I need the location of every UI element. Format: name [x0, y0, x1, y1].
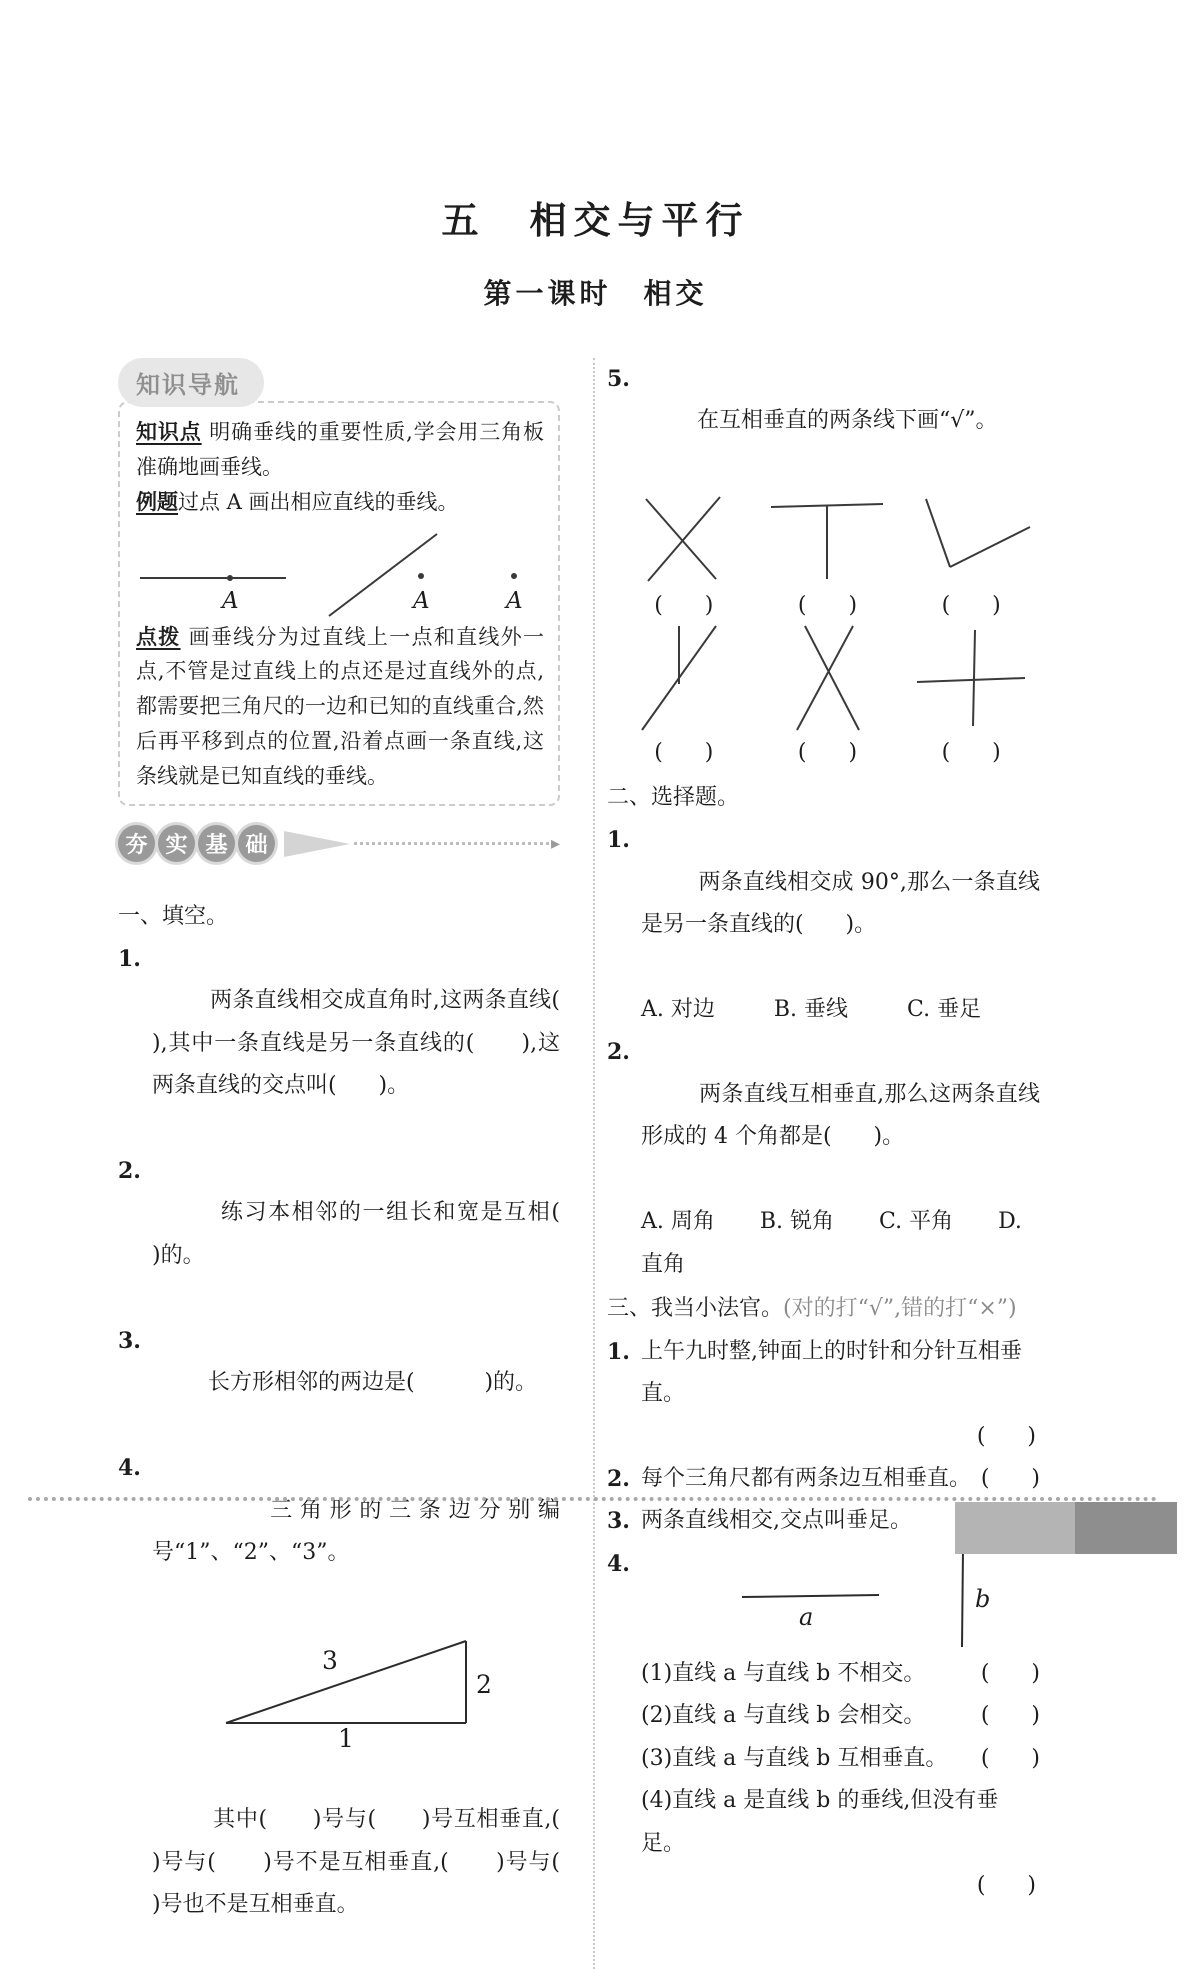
question-text: 练习本相邻的一组长和宽是互相( )的。 — [152, 1200, 602, 1268]
triangle-figure-wrap — [118, 1617, 560, 1757]
example-figures — [136, 520, 544, 620]
line-b-label: b — [975, 1584, 991, 1613]
question-number: 2. — [607, 1465, 630, 1492]
numbered-triangle-figure — [204, 1627, 504, 1749]
answer-blank[interactable]: ( ) — [797, 740, 858, 766]
t-perpendicular-figure — [767, 489, 887, 585]
question-number: 2. — [607, 1039, 630, 1066]
knowledge-point — [136, 415, 544, 485]
question-text: (2)直线 a 与直线 b 会相交。 — [641, 1703, 926, 1729]
question-text: (1)直线 a 与直线 b 不相交。 — [641, 1660, 926, 1686]
line-a-label: a — [799, 1602, 814, 1631]
judge-sub-question-1 — [607, 1653, 1040, 1695]
question-number: 1. — [607, 1338, 630, 1365]
question-text: 两条直线相交成直角时,这两条直线( ),其中一条直线是另一条直线的( ),这两条直线的交点叫( )。 — [152, 988, 658, 1099]
arrow-right-icon: ▸ — [550, 832, 560, 854]
fill-question-4-tail — [118, 1757, 602, 1969]
figure-cell — [902, 622, 1040, 769]
question-number: 1. — [607, 827, 630, 854]
foundation-coin-1: 夯 — [118, 825, 155, 862]
figure-cell — [615, 489, 753, 622]
question-text: 长方形相邻的两边是( )的。 — [207, 1370, 538, 1396]
judge-sub-question-4 — [607, 1780, 1040, 1865]
option-b[interactable]: B. 垂线 — [773, 996, 849, 1022]
option-c[interactable]: C. 垂足 — [907, 996, 982, 1022]
question-text: 上午九时整,钟面上的时针和分针互相垂直。 — [641, 1338, 1022, 1407]
page-footer-tab — [955, 1502, 1177, 1554]
left-column — [118, 358, 658, 1969]
answer-blank[interactable]: ( ) — [654, 740, 714, 766]
question-number: 2. — [118, 1157, 141, 1184]
fill-question-2 — [118, 1150, 602, 1320]
choice-1-options — [607, 989, 1040, 1031]
triangle-side-1-label: 1 — [338, 1723, 354, 1749]
point-label-a3: A — [506, 587, 523, 614]
tip-text: 画垂线分为过直线上一点和直线外一点,不管是过直线上的点还是过直线外的点,都需要把三角尺的一边和已知的直线重合,然后再平移到点的位置,沿着点画一条直线,这条线就是已知直线的垂线。 — [136, 624, 544, 789]
angle-lines-figure — [906, 489, 1036, 585]
example-line — [136, 485, 544, 520]
knowledge-nav-badge: 知识导航 — [118, 358, 264, 407]
answer-blank[interactable]: ( ) — [797, 593, 858, 619]
figure-cell — [615, 622, 753, 769]
section-choice-title: 二、选择题。 — [607, 785, 740, 811]
fill-question-1 — [118, 938, 658, 1150]
example-figure-slanted-line — [325, 530, 460, 618]
question-number: 3. — [607, 1508, 630, 1535]
answer-blank[interactable]: ( ) — [980, 1703, 1040, 1729]
answer-blank[interactable]: ( ) — [980, 1660, 1040, 1686]
answer-blank[interactable]: ( ) — [654, 593, 714, 619]
dotted-rule — [354, 842, 549, 845]
fill-question-4 — [118, 1447, 560, 1617]
figure-cell — [902, 489, 1040, 622]
judge-question-2 — [607, 1458, 1040, 1500]
foundation-badge — [118, 818, 560, 870]
knowledge-nav-box — [118, 401, 560, 806]
question-text: (4)直线 a 是直线 b 的垂线,但没有垂足。 — [641, 1788, 999, 1856]
figure-cell — [759, 489, 897, 622]
fill-question-3 — [118, 1320, 560, 1447]
knowledge-point-text: 明确垂线的重要性质,学会用三角板准确地画垂线。 — [136, 420, 545, 479]
question-number: 1. — [118, 945, 141, 972]
question-text: 两条直线相交成 90°,那么一条直线是另一条直线的( )。 — [641, 869, 1041, 938]
judge-title-note: (对的打“√”,错的打“×”) — [783, 1296, 1017, 1322]
oblique-cross-lines-figure — [624, 489, 744, 585]
question-number: 4. — [607, 1550, 630, 1577]
choice-2-options — [607, 1201, 1040, 1286]
page-columns — [118, 358, 1040, 1969]
question-text: 三角形的三条边分别编号“1”、“2”、“3”。 — [152, 1497, 560, 1566]
example-figure-line-with-point — [138, 556, 288, 618]
point-label-a2: A — [412, 587, 430, 614]
plus-cross-figure — [911, 622, 1031, 732]
foundation-coin-2: 实 — [158, 825, 195, 862]
judge-question-1 — [607, 1331, 1040, 1416]
example-figure-point-only — [496, 548, 538, 618]
figure-cell — [759, 622, 897, 769]
option-a[interactable]: A. 周角 — [641, 1209, 715, 1235]
question-number: 5. — [607, 366, 630, 392]
choice-question-1 — [607, 819, 1040, 989]
question-number: 3. — [118, 1327, 141, 1354]
fill-question-5 — [607, 358, 1040, 485]
option-a[interactable]: A. 对边 — [641, 996, 715, 1022]
perpendicular-figures-grid — [607, 489, 1040, 769]
answer-blank[interactable]: ( ) — [941, 740, 1001, 766]
question-text: 两条直线相交,交点叫垂足。 — [641, 1508, 912, 1534]
answer-blank[interactable]: ( ) — [941, 593, 1001, 619]
question-text: 其中( )号与( )号互相垂直,( )号与( )号不是互相垂直,( )号与( )号也不是互相垂直。 — [152, 1807, 602, 1918]
question-text: (3)直线 a 与直线 b 互相垂直。 — [641, 1745, 948, 1771]
judge-sub-question-2 — [607, 1695, 1040, 1737]
foundation-coin-4: 础 — [238, 825, 275, 862]
answer-blank[interactable]: ( ) — [976, 1423, 1036, 1449]
question-text: 在互相垂直的两条线下画“√”。 — [696, 408, 998, 434]
badge-swoosh-shape — [284, 831, 350, 857]
vertical-and-slant-lines-figure — [624, 622, 744, 732]
chapter-title: 五 相交与平行 — [441, 199, 750, 242]
point-label-a1: A — [222, 587, 239, 614]
footer-dotted-rule — [28, 1497, 1157, 1501]
section-fill-title: 一、填空。 — [118, 903, 229, 929]
lines-a-b-figure — [627, 1545, 1027, 1653]
option-d[interactable]: D. 直角 — [641, 1209, 1029, 1277]
question-text: 两条直线互相垂直,那么这两条直线形成的 4 个角都是( )。 — [641, 1081, 1041, 1150]
answer-blank[interactable]: ( ) — [976, 1873, 1036, 1899]
question-text: 每个三角尺都有两条边互相垂直。 — [641, 1465, 972, 1491]
example-text: 过点 A 画出相应直线的垂线。 — [178, 489, 459, 514]
choice-question-2 — [607, 1031, 1040, 1201]
triangle-side-3-label: 3 — [322, 1645, 338, 1675]
example-label: 例题 — [136, 489, 178, 514]
lines-ab-figure-wrap — [627, 1545, 1040, 1653]
answer-blank[interactable]: ( ) — [980, 1745, 1040, 1771]
answer-blank[interactable]: ( ) — [980, 1465, 1040, 1491]
knowledge-point-label: 知识点 — [136, 420, 202, 444]
foundation-coin-3: 基 — [198, 825, 235, 862]
option-b[interactable]: B. 锐角 — [759, 1209, 835, 1235]
lesson-title: 第一课时 相交 — [483, 277, 708, 310]
question-number: 4. — [118, 1455, 141, 1482]
section-judge-title — [607, 1288, 1040, 1330]
judge-sub-question-3 — [607, 1738, 1040, 1780]
triangle-side-2-label: 2 — [476, 1669, 492, 1699]
option-c[interactable]: C. 平角 — [879, 1209, 954, 1235]
right-column — [593, 358, 1040, 1969]
tip-paragraph — [136, 620, 544, 794]
judge-title-text: 三、我当小法官。 — [607, 1296, 784, 1322]
narrow-cross-lines-figure — [767, 622, 887, 732]
tip-label: 点拨 — [136, 624, 181, 649]
